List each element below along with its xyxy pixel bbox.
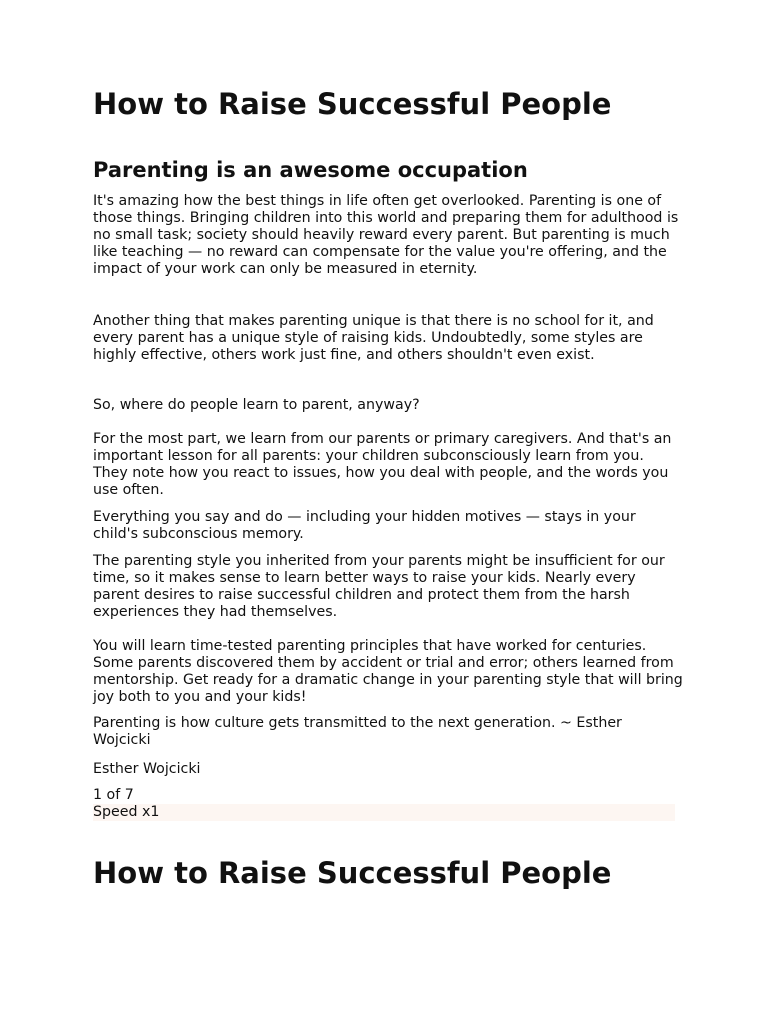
paragraph-6: The parenting style you inherited from your parents might be insufficient for our time, so it makes sense to learn better ways to raise your kids. Nearly every parent desires to raise successful children and protect them from the harsh experiences they had themselves.	[93, 553, 665, 620]
section-heading: Parenting is an awesome occupation	[93, 158, 528, 182]
speed-button[interactable]: Speed x1	[93, 804, 160, 820]
paragraph-1: It's amazing how the best things in life often get overlooked. Parenting is one of those things. Bringing children into this world and preparing them for adulthood is no small task; society should heavily reward every parent. But parenting is much like teaching — no reward can compensate for the value you're offering, and the impact of your work can only be measured in eternity.	[93, 193, 679, 277]
paragraph-3: So, where do people learn to parent, anyway?	[93, 397, 420, 413]
page-indicator: 1 of 7	[93, 787, 134, 803]
page-title: How to Raise Successful People	[93, 87, 612, 121]
quote-author: Esther Wojcicki	[93, 761, 201, 777]
paragraph-7: You will learn time-tested parenting principles that have worked for centuries. Some parents discovered them by accident or trial and error; others learned from mentorship. Get ready for a dramatic change in your parenting style that will bring joy both to you and your kids!	[93, 638, 683, 705]
quote-paragraph: Parenting is how culture gets transmitted to the next generation. ~ Esther Wojcicki	[93, 715, 622, 748]
paragraph-4: For the most part, we learn from our parents or primary caregivers. And that's an important lesson for all parents: your children subconsciously learn from you. They note how you react to issues, how you deal with people, and the words you use often.	[93, 431, 672, 498]
paragraph-2: Another thing that makes parenting unique is that there is no school for it, and every parent has a unique style of raising kids. Undoubtedly, some styles are highly effective, others work just fine, and others shouldn't even exist.	[93, 313, 654, 363]
paragraph-5: Everything you say and do — including your hidden motives — stays in your child's subconscious memory.	[93, 509, 636, 542]
audio-speed-bar	[93, 804, 675, 821]
next-page-title: How to Raise Successful People	[93, 856, 612, 890]
